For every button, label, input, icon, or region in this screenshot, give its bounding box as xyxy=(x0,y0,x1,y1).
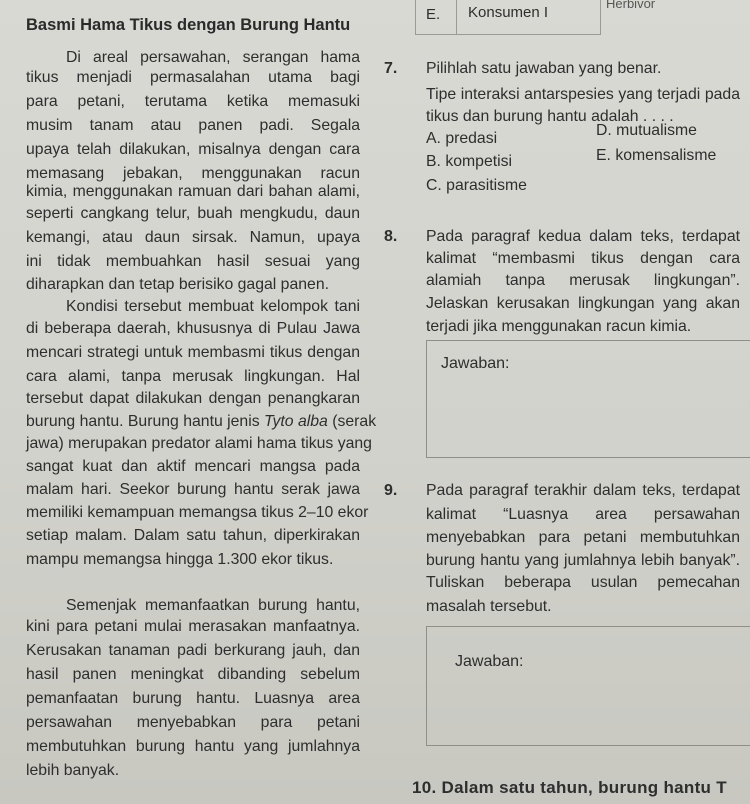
question-8-line: terjadi jika menggunakan racun kimia. xyxy=(426,318,692,335)
p2-line: memiliki kemampuan memangsa tikus 2–10 ekor xyxy=(26,504,369,521)
p3-line: kini para petani mulai merasakan manfaatnya. xyxy=(26,618,360,635)
option-d[interactable]: D. mutualisme xyxy=(596,122,697,139)
question-9-line: menyebabkan para petani membutuhkan xyxy=(426,529,740,546)
p2-line: mampu memangsa hingga 1.300 ekor tikus. xyxy=(26,551,334,568)
question-8-answer-box[interactable] xyxy=(426,340,750,458)
p3-line: lebih banyak. xyxy=(26,762,120,779)
question-7-line: tikus dan burung hantu adalah . . . . xyxy=(426,108,674,125)
option-e-box xyxy=(415,0,601,35)
p2-line: cara alami, tanpa merusak lingkungan. Hal xyxy=(26,368,360,385)
option-letter: E. xyxy=(426,6,441,23)
p1-line: seperti cangkang telur, buah mengkudu, daun xyxy=(26,205,360,222)
p2-line: jawa) merupakan predator alami hama tikus yang xyxy=(26,435,372,452)
p1-line: Di areal persawahan, serangan hama xyxy=(66,49,360,66)
p3-line: pemanfaatan burung hantu. Luasnya area xyxy=(26,690,360,707)
question-9-line: burung hantu yang jumlahnya lebih banyak”. xyxy=(426,552,740,569)
question-10-text: 10. Dalam satu tahun, burung hantu T xyxy=(412,778,727,797)
p1-line: diharapkan dan tetap berisiko gagal panen. xyxy=(26,276,330,293)
article-title: Basmi Hama Tikus dengan Burung Hantu xyxy=(26,16,351,34)
p1-line: musim tanam atau panen padi. Segala xyxy=(26,117,360,134)
p2-line: malam hari. Seekor burung hantu serak jawa xyxy=(26,481,360,498)
question-9-line: masalah tersebut. xyxy=(426,598,552,615)
p3-line: hasil panen meningkat dibanding sebelum xyxy=(26,666,360,683)
p2-line-species xyxy=(26,413,377,431)
question-9-line: Tuliskan beberapa usulan pemecahan xyxy=(426,574,740,591)
question-9-line: Pada paragraf terakhir dalam teks, terdapat xyxy=(426,482,740,499)
option-text: Konsumen I xyxy=(468,4,549,21)
option-a[interactable]: A. predasi xyxy=(426,130,498,147)
question-7-line: Tipe interaksi antarspesies yang terjadi pada xyxy=(426,86,740,103)
question-7-instruction: Pilihlah satu jawaban yang benar. xyxy=(426,60,662,77)
question-8-line: alamiah tanpa merusak lingkungan”. xyxy=(426,272,740,289)
p1-line: tikus menjadi permasalahan utama bagi xyxy=(26,69,360,86)
question-7-number: 7. xyxy=(384,60,398,77)
p3-line: Kerusakan tanaman padi berkurang jauh, dan xyxy=(26,642,360,659)
p1-line: ini tidak membuahkan hasil sesuai yang xyxy=(26,253,360,270)
question-8-line: Pada paragraf kedua dalam teks, terdapat xyxy=(426,228,740,245)
question-9-number: 9. xyxy=(384,482,398,499)
option-c[interactable]: C. parasitisme xyxy=(426,177,527,194)
question-8-line: kalimat “membasmi tikus dengan cara xyxy=(426,250,740,267)
p2-text: burung hantu. Burung hantu jenis xyxy=(26,413,265,430)
question-8-number: 8. xyxy=(384,228,398,245)
p2-line: mencari strategi untuk membasmi tikus dengan xyxy=(26,344,360,361)
p1-line: kemangi, atau daun sirsak. Namun, upaya xyxy=(26,229,360,246)
question-9-line: kalimat “Luasnya area persawahan xyxy=(426,506,740,523)
p2-line: tersebut dapat dilakukan dengan penangkaran xyxy=(26,390,360,407)
p2-text: (serak xyxy=(327,413,377,430)
option-divider xyxy=(456,0,457,34)
p1-line: kimia, menggunakan ramuan dari bahan alami, xyxy=(26,183,360,200)
species-name: Tyto alba xyxy=(264,413,328,430)
p1-line: memasang jebakan, menggunakan racun xyxy=(26,165,360,182)
p2-line: di beberapa daerah, khususnya di Pulau Jawa xyxy=(26,320,360,337)
option-e[interactable]: E. komensalisme xyxy=(596,147,717,164)
option-cut-text: Herbivor xyxy=(606,0,656,11)
p3-line: Semenjak memanfaatkan burung hantu, xyxy=(66,597,360,614)
option-b[interactable]: B. kompetisi xyxy=(426,153,513,170)
p2-line: Kondisi tersebut membuat kelompok tani xyxy=(66,298,360,315)
answer-label: Jawaban: xyxy=(455,653,524,670)
p2-line: setiap malam. Dalam satu tahun, diperkirakan xyxy=(26,527,360,544)
p2-line: sangat kuat dan aktif mencari mangsa pada xyxy=(26,458,360,475)
p3-line: membutuhkan burung hantu yang jumlahnya xyxy=(26,738,360,755)
question-9-answer-box[interactable] xyxy=(426,626,750,746)
p3-line: persawahan menyebabkan para petani xyxy=(26,714,360,731)
p1-line: para petani, terutama ketika memasuki xyxy=(26,93,360,110)
p1-line: upaya telah dilakukan, misalnya dengan cara xyxy=(26,141,360,158)
answer-label: Jawaban: xyxy=(441,355,510,372)
question-8-line: Jelaskan kerusakan lingkungan yang akan xyxy=(426,295,740,312)
